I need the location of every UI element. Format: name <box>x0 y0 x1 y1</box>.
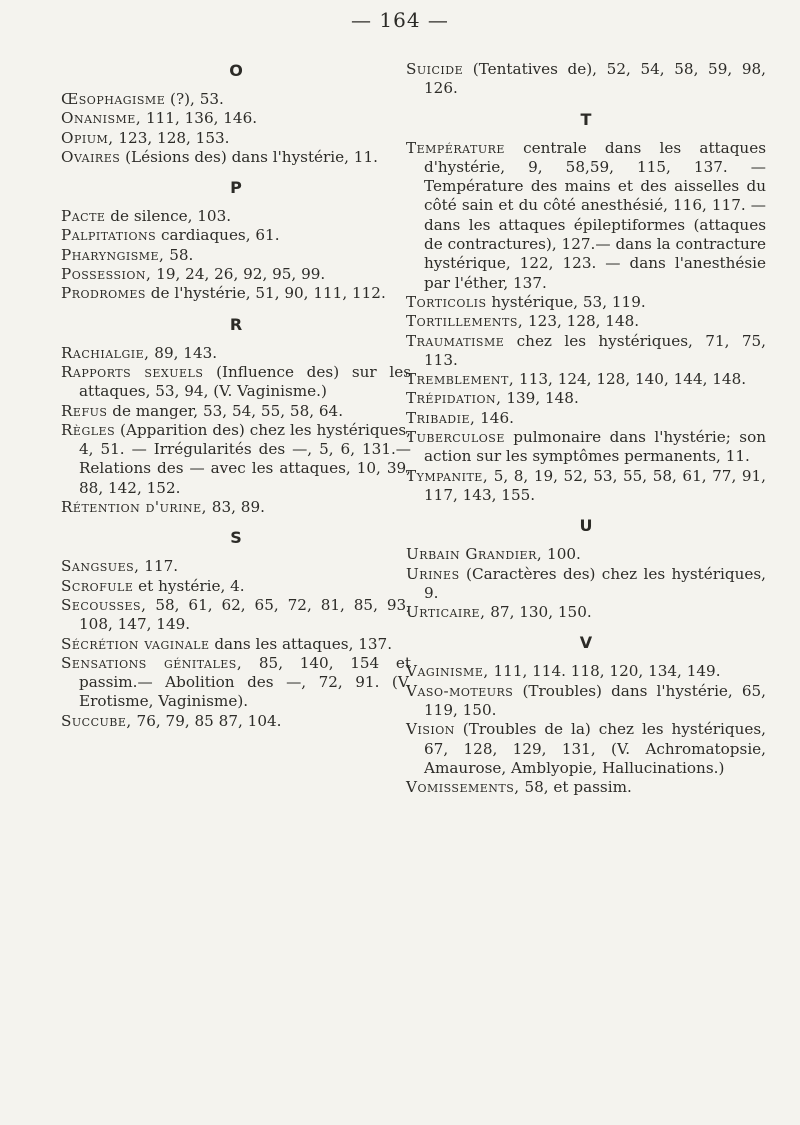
index-references: 100. <box>542 545 581 564</box>
index-term: Sécrétion vaginale <box>61 634 210 653</box>
index-entry <box>61 712 411 731</box>
index-references: de l'hystérie, 51, 90, 111, 112. <box>145 284 386 303</box>
index-entry <box>61 498 411 517</box>
index-term: Refus <box>61 401 108 420</box>
index-term: Rachialgie, <box>61 343 150 362</box>
index-term: Vaginisme, <box>406 662 489 681</box>
index-entry <box>406 565 766 604</box>
index-references: 111, 114. 118, 120, 134, 149. <box>488 662 721 681</box>
index-term: Succube, <box>61 711 132 730</box>
index-references: 58, 61, 62, 65, 72, 81, 85, 93, 108, 147, 149. <box>79 595 411 634</box>
index-entry <box>61 344 411 363</box>
index-entry <box>61 148 411 167</box>
index-references: 58. <box>164 245 194 264</box>
index-entry <box>61 90 411 109</box>
index-entry <box>406 293 766 312</box>
index-entry <box>406 60 766 99</box>
index-entry <box>406 467 766 506</box>
index-references: de manger, 53, 54, 55, 58, 64. <box>107 401 344 420</box>
index-references: 5, 8, 19, 52, 53, 55, 58, 61, 77, 91, 117, 143, 155. <box>424 466 766 504</box>
index-references: cardiaques, 61. <box>156 226 280 245</box>
section-letter: T <box>580 109 592 129</box>
index-entry <box>406 332 766 371</box>
section-letter: U <box>579 516 593 536</box>
index-term: Urbain Grandier, <box>406 545 543 564</box>
index-term: Rétention d'urine, <box>61 498 207 517</box>
index-entry <box>61 129 411 148</box>
index-term: Vomissements, <box>406 778 520 797</box>
index-entry <box>406 682 766 721</box>
index-term: Palpitations <box>61 226 157 245</box>
index-column-right <box>406 60 766 798</box>
index-references: 89, 143. <box>149 343 218 362</box>
index-references: (Influence des) sur les attaques, 53, 94, (V. Vaginisme.) <box>79 362 411 401</box>
page-number: — 164 — <box>351 8 449 32</box>
index-term: Tribadie, <box>406 408 476 427</box>
index-references: 85, 140, 154 et passim.— Abolition des —, 72, 91. (V. Erotisme, Vaginisme). <box>79 653 412 711</box>
index-term: Tortillements, <box>406 312 524 331</box>
index-term: Ovaires <box>61 147 121 166</box>
index-references: 83, 89. <box>206 498 265 517</box>
index-entry <box>61 421 411 498</box>
index-entry <box>61 402 411 421</box>
section-letter: V <box>579 633 593 653</box>
index-references: pulmonaire dans l'hystérie; son action sur les symptômes permanents, 11. <box>424 428 766 466</box>
index-term: Traumatisme <box>406 331 505 350</box>
index-entry <box>61 635 411 654</box>
index-entry <box>406 389 766 408</box>
index-references: (?), 53. <box>165 90 224 108</box>
index-entry <box>61 654 411 712</box>
index-entry <box>406 428 766 467</box>
index-references: 139, 148. <box>501 389 579 408</box>
index-term: Œsophagisme <box>61 90 166 108</box>
section-letter: S <box>230 528 242 548</box>
section-letter: O <box>229 61 243 80</box>
index-references: (Troubles de la) chez les hystériques, 67, 128, 129, 131, (V. Achromatopsie, Amaurose, Amblyopie, Hallucinations.) <box>424 720 766 777</box>
index-entry <box>406 545 766 564</box>
index-term: Suicide <box>406 60 464 78</box>
index-references: (Tentatives de), 52, 54, 58, 59, 98, 126. <box>424 60 766 98</box>
index-column-left <box>61 60 411 731</box>
index-references: 111, 136, 146. <box>141 109 258 128</box>
section-letter: R <box>229 314 243 334</box>
index-entry <box>406 312 766 331</box>
index-entry <box>406 409 766 428</box>
section-letter: P <box>230 178 242 198</box>
index-entry <box>406 720 766 778</box>
index-term: Prodromes <box>61 284 146 303</box>
index-references: (Lésions des) dans l'hystérie, 11. <box>120 147 378 166</box>
index-term: Tuberculose <box>406 428 505 447</box>
index-term: Onanisme, <box>61 109 142 128</box>
index-references: (Caractères des) chez les hystériques, 9. <box>424 564 766 602</box>
index-term: Scrofule <box>61 576 134 595</box>
index-term: Vaso-moteurs <box>406 681 514 700</box>
index-references: 76, 79, 85 87, 104. <box>131 711 282 730</box>
index-term: Température <box>406 138 505 157</box>
index-entry <box>61 577 411 596</box>
index-references: de silence, 103. <box>105 207 232 226</box>
index-references: (Troubles) dans l'hystérie, 65, 119, 150. <box>424 681 766 720</box>
index-term: Pharyngisme, <box>61 245 165 264</box>
index-references: 117. <box>139 557 179 576</box>
index-entry <box>61 265 411 284</box>
index-references: 87, 130, 150. <box>485 603 592 622</box>
index-term: Tremblement, <box>406 370 515 389</box>
index-references: hystérique, 53, 119. <box>486 292 646 311</box>
index-entry <box>406 778 766 797</box>
index-entry <box>61 226 411 245</box>
index-entry <box>61 363 411 402</box>
index-term: Urticaire, <box>406 603 486 622</box>
index-entry <box>61 246 411 265</box>
index-term: Possession, <box>61 265 152 284</box>
index-references: 19, 24, 26, 92, 95, 99. <box>151 265 326 284</box>
index-entry <box>406 370 766 389</box>
index-entry <box>61 557 411 576</box>
index-entry <box>61 207 411 226</box>
index-references: 146. <box>475 408 514 427</box>
index-entry <box>406 603 766 622</box>
index-entry <box>61 109 411 128</box>
index-entry <box>406 662 766 681</box>
index-references: dans les attaques, 137. <box>209 634 393 653</box>
index-references: 113, 124, 128, 140, 144, 148. <box>514 370 747 389</box>
index-term: Sangsues, <box>61 557 140 576</box>
index-term: Trépidation, <box>406 389 502 408</box>
index-references: chez les hystériques, 71, 75, 113. <box>424 331 766 369</box>
index-term: Vision <box>406 720 455 739</box>
index-references: 123, 128, 148. <box>523 312 640 331</box>
index-entry <box>61 596 411 635</box>
index-references: centrale dans les attaques d'hystérie, 9, 58,59, 115, 137. — Température des mains et des aisselles du côté sain et du côté anesthésié, 116, 117. — dans les attaques épileptiformes (attaques de contractures), 127.— dans la contracture hystérique, 122, 123. — dans l'anesthésie par l'éther, 137. <box>424 138 766 292</box>
index-references: et hystérie, 4. <box>133 576 245 595</box>
index-term: Secousses, <box>61 595 147 614</box>
index-entry <box>61 284 411 303</box>
index-references: 123, 128, 153. <box>113 128 230 147</box>
index-references: 58, et passim. <box>519 778 632 797</box>
index-term: Urines <box>406 564 460 583</box>
index-term: Pacte <box>61 207 106 226</box>
index-term: Règles <box>61 420 116 439</box>
index-term: Rapports sexuels <box>61 362 204 381</box>
index-term: Sensations génitales, <box>61 653 243 672</box>
index-references: (Apparition des) chez les hystériques, 4, 51. — Irrégularités des —, 5, 6, 131.— Relations des — avec les attaques, 10, 39, 88, 142, 152. <box>79 420 411 497</box>
index-entry <box>406 139 766 293</box>
index-term: Tympanite, <box>406 466 489 485</box>
index-term: Torticolis <box>406 292 487 311</box>
index-term: Opium, <box>61 128 114 147</box>
